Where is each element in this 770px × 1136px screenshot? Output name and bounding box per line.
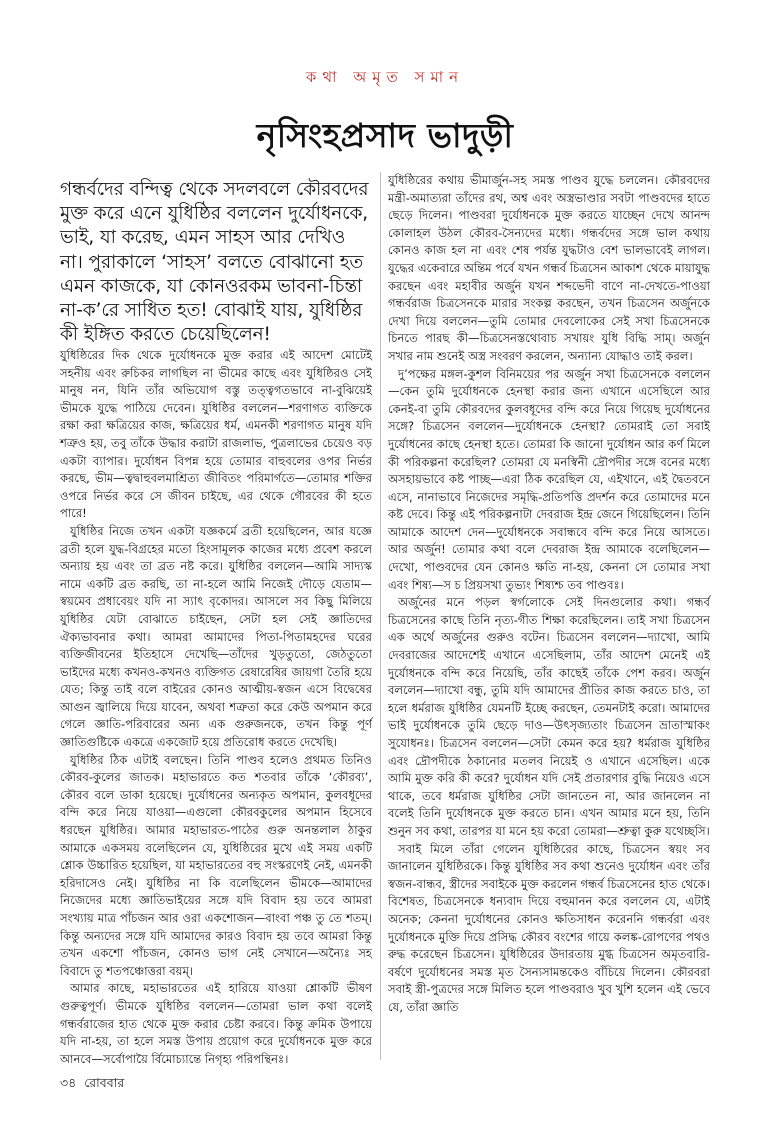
intro-blurb bbox=[60, 178, 372, 347]
magazine-name: রোববার bbox=[84, 1075, 125, 1090]
body-paragraph: সবাই মিলে তাঁরা গেলেন যুধিষ্ঠিরের কাছে, চিত্রসেন স্বয়ং সব জানালেন যুধিষ্ঠিরকে। কিন্তু যুধিষ্ঠির সব কথা শুনেও দুর্যোধন এবং তাঁর স্বজন-বান্ধব, স্ত্রীদের সবাইকে মুক্ত করলেন গন্ধর্ব চিত্রসেনের হাত থেকে। বিশেষত, চিত্রসেনকে ধন্যবাদ দিয়ে বহুমানন করে বললেন যে, এটাই অনেক; কেননা দুর্যোধনের কোনও ক্ষতিসাধন করেননি গন্ধর্বরা এবং দুর্যোধনকে মুক্তি দিয়ে প্রসিদ্ধ কৌরব বংশের গায়ে কলঙ্ক-রোপণের পথও রুদ্ধ করেছেন চিত্রসেন। যুধিষ্ঠিরের উদারতায় মুগ্ধ চিত্রসেন অমৃতবারি-বর্ষণে দুর্যোধনের সমস্ত মৃত সৈন্যসামন্তকেও বাঁচিয়ে দিলেন। কৌরবরা সবাই স্ত্রী-পুত্রদের সঙ্গে মিলিত হলে পাণ্ডবরাও খুব খুশি হলেন এই ভেবে যে, তাঁরা জ্ঞাতি bbox=[388, 841, 710, 1014]
series-title: কথা অমৃত সমান bbox=[305, 68, 465, 86]
page-footer bbox=[60, 1075, 124, 1095]
intro-text: গন্ধর্বদের বন্দিত্ব থেকে সদলবলে কৌরবদের মুক্ত করে এনে যুধিষ্ঠির বললেন দুর্যোধনকে, ভাই, যা করেছ, এমন সাহস আর দেখিও না। পুরাকালে ‘সাহস’ বলতে বোঝানো হত এমন কাজকে, যা কোনওরকম ভাবনা-চিন্তা না-ক’রে সাধিত হত! বোঝাই যায়, যুধিষ্ঠির কী ইঙ্গিত করতে চেয়েছিলেন! bbox=[60, 179, 369, 346]
body-paragraph: যুধিষ্ঠিরের কথায় ভীমার্জুন-সহ সমস্ত পাণ্ডব যুদ্ধে চললেন। কৌরবদের মন্ত্রী-অমাত্যরা তাঁদের রথ, অশ্ব এবং অস্ত্রভাণ্ডার সবটা পাণ্ডবদের হাতে ছেড়ে দিলেন। পাণ্ডবরা দুর্যোধনকে মুক্ত করতে যাচ্ছেন দেখে আনন্দ কোলাহল উঠল কৌরব-সৈন্যদের মধ্যে। গন্ধর্বদের সঙ্গে ভাল কথায় কোনও কাজ হল না এবং শেষ পর্যন্ত যুদ্ধটাও বেশ ভালভাবেই লাগল। যুদ্ধের একেবারে অন্তিম পর্বে যখন গন্ধর্ব চিত্রসেন আকাশ থেকে মায়াযুদ্ধ করছেন এবং মহাবীর অর্জুন যখন শব্দভেদী বাণে না-দেখতে-পাওয়া গন্ধর্বরাজ চিত্রসেনকে মারার সংকল্প করছেন, তখন চিত্রসেন অর্জুনকে দেখা দিয়ে বললেন—তুমি তোমার দেবলোকের সেই সখা চিত্রসেনকে চিনতে পারছ কী—চিত্রসেনস্তথোবাচ সখায়ং যুধি বিদ্ধি সাম্। অর্জুন সখার নাম শুনেই অস্ত্র সংবরণ করলেন, অন্যান্য যোদ্ধাও তাই করল। bbox=[388, 173, 710, 363]
body-paragraph: দু’পক্ষের মঙ্গল-কুশল বিনিময়ের পর অর্জুন সখা চিত্রসেনকে বললেন—কেন তুমি দুর্যোধনকে হেনস্থা করার জন্য এখানে এসেছিলে আর কেনই-বা তুমি কৌরবদের কুলবধূদের বন্দি করে নিয়ে গিয়েছ দুর্যোধনের সঙ্গে? চিত্রসেন বললেন—দুর্যোধনকে হেনস্থা? তোমরাই তো সবাই দুর্যোধনের কাছে হেনস্থা হতে। তোমরা কি জানো দুর্যোধন আর কর্ণ মিলে কী পরিকল্পনা করেছিল? তোমরা যে মনস্বিনী দ্রৌপদীর সঙ্গে বনের মধ্যে অসহায়ভাবে কষ্ট পাচ্ছ—এরা ঠিক করেছিল যে, এইখানে, এই দ্বৈতবনে এসে, নানাভাবে নিজেদের সমৃদ্ধি-প্রতিপত্তি প্রদর্শন করে তোমাদের মনে কষ্ট দেবে। কিন্তু এই পরিকল্পনাটা দেবরাজ ইন্দ্র জেনে গিয়েছিলেন। তিনি আমাকে আদেশ দেন—দুর্যোধনকে সবান্ধবে বন্দি করে নিয়ে আসতে। আর অর্জুন! তোমার কথা বলে দেবরাজ ইন্দ্র আমাকে বলেছিলেন—দেখো, পাণ্ডবদের যেন কোনও ক্ষতি না-হয়, কেননা সে তোমার সখা এবং শিষ্য—স চ প্রিয়সখা তুভ্যং শিষ্যশ্চ তব পাণ্ডবঃ। bbox=[388, 366, 710, 592]
body-paragraph: যুধিষ্ঠির ঠিক এটাই বলছেন। তিনি পাণ্ডব হলেও প্রথমত তিনিও কৌরব-কুলের জাতক। মহাভারতে কত শতবার তাঁকে ‘কৌরব্য’, কৌরব বলে ডাকা হয়েছে। দুর্যোধনের অন্যকৃত অপমান, কুলবধূদের বন্দি করে নিয়ে যাওয়া—এগুলো কৌরবকুলের অপমান হিসেবে ধরছেন যুধিষ্ঠির। আমার মহাভারত-পাঠের গুরু অনন্তলাল ঠাকুর আমাকে একসময় বলেছিলেন যে, যুধিষ্ঠিরের মুখে এই সময় একটি শ্লোক উচ্চারিত হয়েছিল, যা মহাভারতের বহু সংস্করণেই নেই, এমনকী হরিদাসেও নেই। যুধিষ্ঠির না কি বলেছিলেন ভীমকে—আমাদের নিজেদের মধ্যে জ্ঞাতিভাইয়ের সঙ্গে যদি বিবাদ হয় তবে আমরা সংখ্যায় মাত্র পাঁচজন আর ওরা একশোজন—বাংবা পঞ্চ তু তে শতম্। কিন্তু অন্যদের সঙ্গে যদি আমাদের কারও বিবাদ হয় তবে আমরা কিন্তু তখন একশো পাঁচজন, কোনও ভাগ নেই সেখানে—অন্যৈঃ সহ বিবাদে তু শতপঞ্চোত্তরা বয়ম্। bbox=[60, 752, 372, 978]
author-name: নৃসিংহপ্রসাদ ভাদুড়ী bbox=[256, 116, 514, 155]
body-paragraph: আমার কাছে, মহাভারতের এই হারিয়ে যাওয়া শ্লোকটি ভীষণ গুরুত্বপূর্ণ। ভীমকে যুধিষ্ঠির বললেন—তোমরা ভাল কথা বলেই গন্ধর্বরাজের হাত থেকে মুক্ত করার চেষ্টা করবে। কিন্তু ক্রমিক উপায়ে যদি না-হয়, তা হলে সমস্ত উপায় প্রয়োগ করে দুর্যোধনকে মুক্ত করে আনবে—সর্বোপায়ৈ র্বিমোচ্যান্তে নিগৃহ্য পরিপন্থিনঃ। bbox=[60, 981, 372, 1066]
body-paragraph: যুধিষ্ঠিরের দিক থেকে দুর্যোধনকে মুক্ত করার এই আদেশ মোটেই সহনীয় এবং রুচিকর লাগছিল না ভীমের কাছে এবং যুধিষ্ঠিরও সেই মানুষ নন, যিনি তাঁর অভিযোগ বস্তু তত্ত্বগতভাবে না-বুঝিয়েই ভীমকে যুদ্ধে পাঠিয়ে দেবেন। যুধিষ্ঠির বললেন—শরণাগত ব্যক্তিকে রক্ষা করা ক্ষত্রিয়ের কাজ, ক্ষত্রিয়ের ধর্ম, এমনকী শরণাগত মানুষ যদি শত্রুও হয়, তবু তাঁকে উদ্ধার করাটা রাজলাভ, পুত্রলাভের চেয়েও বড় একটা ব্যাপার। দুর্যোধন বিপন্ন হয়ে তোমার বাহুবলের ওপর নির্ভর করছে, ভীম—ত্বদ্বাহুবলমাশ্রিত্য জীবিতং পরিমার্গতে—তোমার শক্তির ওপরে নির্ভর করে সে জীবন চাইছে, এর থেকে গৌরবের কী হতে পারে! bbox=[60, 348, 372, 521]
body-paragraph: যুধিষ্ঠির নিজে তখন একটা যজ্ঞকর্মে ব্রতী হয়েছিলেন, আর যজ্ঞে ব্রতী হলে যুদ্ধ-বিগ্রহের মতো হিংসামূলক কাজের মধ্যে প্রবেশ করলে অন্যায় হয় এবং তা ব্রত নষ্ট করে। যুধিষ্ঠির বললেন—আমি সাদ্যস্ক নামে একটি ব্রত করছি, তা না-হলে আমি নিজেই দৌড়ে যেতাম—স্বয়মেব প্রধাবেয়ং যদি না স্যাৎ বৃকোদর। আসলে সব কিছু মিলিয়ে যুধিষ্ঠির যেটা বোঝাতে চাইছেন, সেটা হল সেই জ্ঞাতিদের ঐক্যভাবনার কথা। আমরা আমাদের পিতা-পিতামহদের ঘরের ব্যক্তিজীবনের ইতিহাসে দেখেছি—তাঁদের খুড়তুতো, জেঠতুতো ভাইদের মধ্যে কখনও-কখনও ব্যক্তিগত রেষারেষির জায়গা তৈরি হয়ে যেত; কিন্তু তাই বলে বাইরের কোনও আত্মীয়-স্বজন এসে বিদ্বেষের আগুন জ্বালিয়ে দিয়ে যাবেন, অথবা শত্রুতা করে কেউ অপমান করে গেলে জ্ঞাতি-পরিবারের অন্য এক গুরুজনকে, তখন কিন্তু পূর্ণ জ্ঞাতিগুষ্টিকে একত্রে একজোট হয়ে প্রতিরোধ করতে দেখেছি। bbox=[60, 523, 372, 750]
column-divider bbox=[380, 172, 381, 1060]
page-number: ৩৪ bbox=[60, 1075, 77, 1090]
right-column bbox=[388, 172, 710, 1062]
left-column bbox=[60, 347, 372, 1066]
body-paragraph: অর্জুনের মনে পড়ল স্বর্গলোকে সেই দিনগুলোর কথা। গন্ধর্ব চিত্রসেনের কাছে তিনি নৃত্য-গীত শিক্ষা করেছিলেন। তাই সখা চিত্রসেন এক অর্থে অর্জুনের গুরুও বটেন। চিত্রসেন বললেন—দ্যাখো, আমি দেবরাজের আদেশেই এখানে এসেছিলাম, তাঁর আদেশ মেনেই এই দুর্যোধনকে বন্দি করে নিয়েছি, তাঁর কাছেই তাঁকে পেশ করব। অর্জুন বললেন—দ্যাখো বন্ধু, তুমি যদি আমাদের প্রীতির কাজ করতে চাও, তা হলে ধর্মরাজ যুধিষ্ঠির যেমনটি ইচ্ছে করছেন, তেমনটাই করো। আমাদের ভাই দুর্যোধনকে তুমি ছেড়ে দাও—উৎসৃজ্যতাং চিত্রসেন ভ্রাতাস্মাকং সুযোধনঃ। চিত্রসেন বললেন—সেটা কেমন করে হয়? ধর্মরাজ যুধিষ্ঠির এবং দ্রৌপদীকে ঠকানোর মতলব নিয়েই ও এখানে এসেছিল। একে আমি মুক্ত করি কী করে? দুর্যোধন যদি সেই প্রতারণার বুদ্ধি নিয়েও এসে থাকে, তবে ধর্মরাজ যুধিষ্ঠির সেটা জানতেন না, আর জানলেন না বলেই তিনি দুর্যোধনকে মুক্ত করতে চান। এখন আমার মনে হয়, তিনি শুনুন সব কথা, তারপর যা মনে হয় করো তোমরা—শ্রুত্বা কুরু যথেচ্ছসি। bbox=[388, 595, 710, 838]
